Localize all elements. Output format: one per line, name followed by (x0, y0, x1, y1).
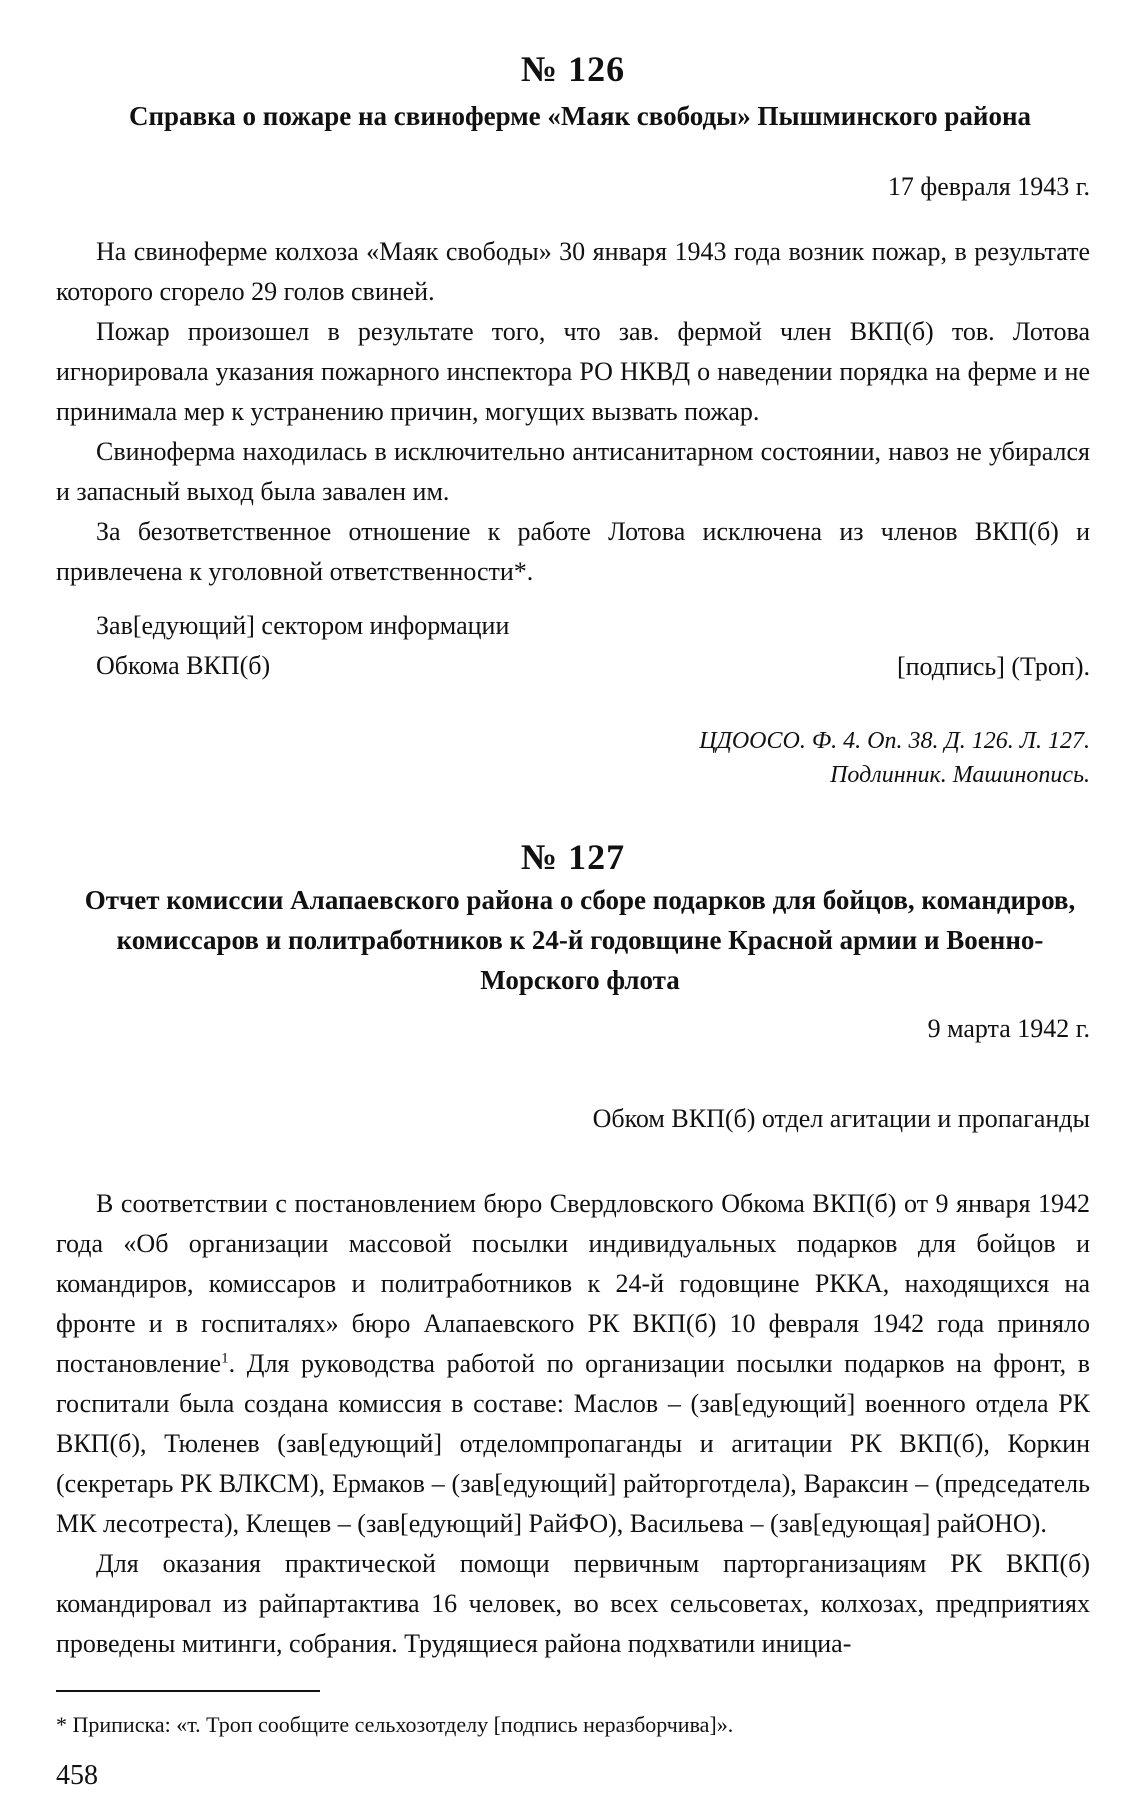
document-127-paragraph-2: Для оказания практической помощи первичным парторганизациям РК ВКП(б) командировал из райпартактива 16 человек, во всех сельсоветах, колхозах, предприятиях проведены митинги, собрания. Трудящиеся района подхватили инициа- (56, 1549, 1090, 1658)
footnote-reference-1: 1 (221, 1350, 229, 1367)
signatory-position-line-1: Зав[едующий] сектором информации (96, 611, 510, 640)
footnote-divider (56, 1690, 320, 1692)
signatory-position-line-2: Обкома ВКП(б) (96, 651, 271, 680)
archive-line-2: Подлинник. Машинопись. (830, 762, 1090, 788)
document-126-paragraph-4: За безответственное отношение к работе Лотова исключена из членов ВКП(б) и привлечена к уголовной ответственности*. (56, 517, 1090, 586)
page-number: 458 (56, 1760, 98, 1791)
paragraph-1-text-end: . Для руководства работой по организации посылки подарков на фронт, в госпитали была создана комиссия в составе: Маслов – (зав[едующий] военного отдела РК ВКП(б), Тюленев (зав[едующий] отделомпропаганды и агитации РК ВКП(б), Коркин (секретарь РК ВЛКСМ), Ермаков – (зав[едующий] райторготдела), Вараксин – (председатель МК лесотреста), Клещев – (зав[едующий] РайФО), Васильева – (зав[едующая] райОНО). (56, 1349, 1090, 1538)
archive-line-1: ЦДООСО. Ф. 4. Оп. 38. Д. 126. Л. 127. (699, 728, 1090, 754)
document-126-archive-reference (699, 724, 1090, 792)
document-127-addressee: Обком ВКП(б) отдел агитации и пропаганды (592, 1104, 1090, 1133)
document-126-paragraph-2: Пожар произошел в результате того, что зав. фермой член ВКП(б) тов. Лотова игнорировала указания пожарного инспектора РО НКВД о наведении порядка на ферме и не принимала мер к устранению причин, могущих вызвать пожар. (56, 317, 1090, 426)
document-127-paragraph-1 (56, 1184, 1090, 1544)
document-127-title: Отчет комиссии Алапаевского района о сборе подарков для бойцов, командиров, комиссаров и политработников к 24-й годовщине Красной армии и Военно-Морского флота (84, 885, 1076, 995)
document-126-signature: [подпись] (Троп). (896, 652, 1090, 681)
document-126-signatory-position (96, 606, 509, 686)
document-126-paragraph-1: На свиноферме колхоза «Маяк свободы» 30 января 1943 года возник пожар, в результате которого сгорело 29 голов свиней. (56, 237, 1090, 306)
document-126-title: Справка о пожаре на свиноферме «Маяк свободы» Пышминского района (128, 101, 1032, 131)
document-126-date: 17 февраля 1943 г. (887, 172, 1090, 201)
document-126-paragraph-3: Свиноферма находилась в исключительно антисанитарном состоянии, навоз не убирался и запасный выход была завален им. (56, 437, 1090, 506)
paragraph-1-text-start: В соответствии с постановлением бюро Свердловского Обкома ВКП(б) от 9 января 1942 года «Об организации массовой посылки индивидуальных подарков для бойцов и командиров, комиссаров и политработников к 24-й годовщине РККА, находящихся на фронте и в госпиталях» бюро Алапаевского РК ВКП(б) 10 февраля 1942 года приняло постановление (56, 1189, 1090, 1378)
document-126-number: № 126 (520, 49, 626, 89)
footnote: * Приписка: «т. Троп сообщите сельхозотделу [подпись неразборчива]». (56, 1712, 734, 1737)
document-127-number: № 127 (520, 837, 626, 877)
document-127-date: 9 марта 1942 г. (927, 1014, 1090, 1043)
